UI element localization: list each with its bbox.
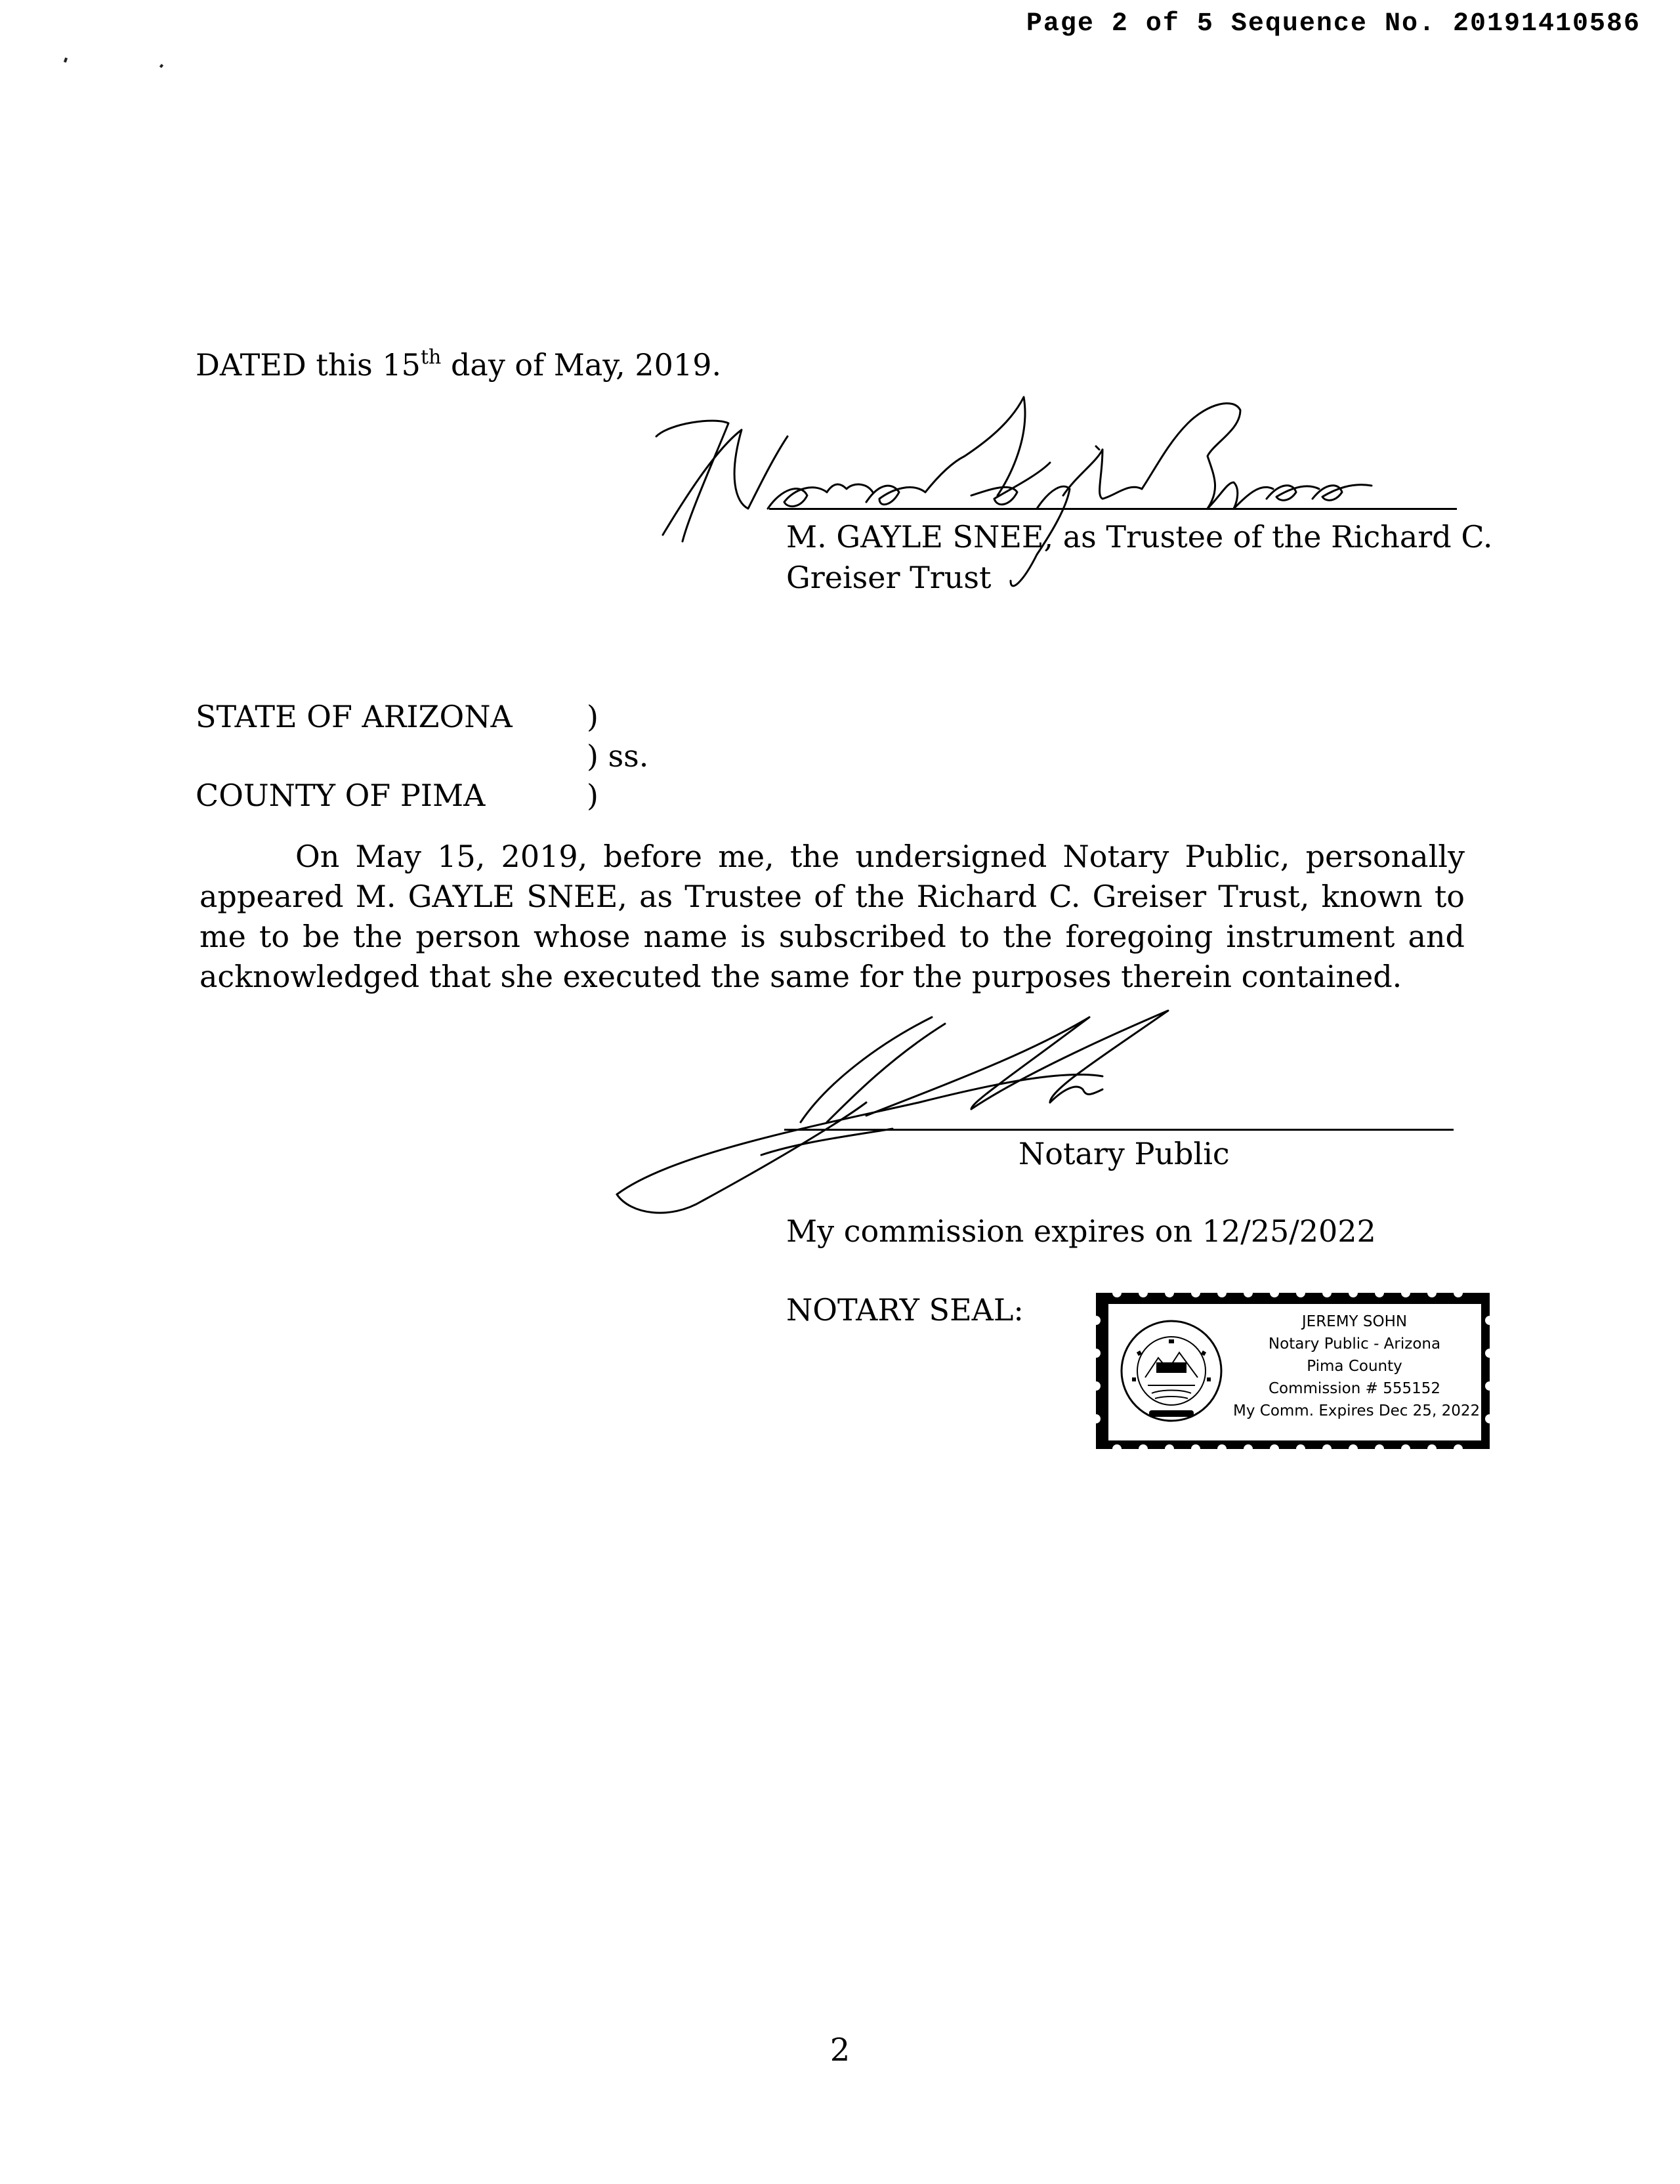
notary-signature-image	[604, 1004, 1273, 1227]
stamp-inner-panel	[1106, 1302, 1483, 1442]
acknowledgment-paragraph	[200, 837, 1465, 997]
stamp-text-block	[1233, 1311, 1480, 1422]
venue-ss: ) ss.	[587, 738, 649, 774]
stamp-line-expires: My Comm. Expires Dec 25, 2022	[1233, 1402, 1480, 1419]
trustee-signature-image	[643, 384, 1457, 607]
stamp-line-commission: Commission # 555152	[1268, 1380, 1441, 1397]
trustee-printed-name-cont: Greiser Trust	[786, 560, 992, 595]
venue-paren-bottom: )	[587, 778, 598, 813]
scan-speck	[64, 58, 68, 63]
page-sequence-header: Page 2 of 5 Sequence No. 20191410586	[1026, 9, 1641, 39]
stamp-line-name: JEREMY SOHN	[1301, 1313, 1408, 1330]
acknowledgment-text: On May 15, 2019, before me, the undersigned Notary Public, personally appeared M. GAYLE SNEE, as Trustee of the Richard C. Greiser Trust, known to me to be the person whose name is subscribed to the foregoing instrument and acknowledged that she executed the same for the purposes therein contained.	[200, 839, 1465, 994]
commission-expires: My commission expires on 12/25/2022	[786, 1213, 1376, 1249]
page-number: 2	[830, 2032, 850, 2068]
stamp-line-title: Notary Public - Arizona	[1268, 1335, 1441, 1353]
notary-title: Notary Public	[1018, 1136, 1230, 1171]
trustee-signature-line	[769, 508, 1457, 510]
notary-stamp	[1091, 1288, 1495, 1454]
venue-county: COUNTY OF PIMA	[196, 778, 486, 813]
stamp-line-county: Pima County	[1307, 1358, 1402, 1375]
arizona-state-seal-emblem	[1119, 1312, 1224, 1430]
venue-state: STATE OF ARIZONA	[196, 699, 513, 734]
trustee-printed-name: M. GAYLE SNEE, as Trustee of the Richard C.	[786, 519, 1493, 555]
venue-paren-top: )	[587, 699, 598, 734]
dated-line: DATED this 15th day of May, 2019.	[196, 346, 722, 383]
notary-signature-line	[784, 1129, 1454, 1131]
scan-speck	[159, 64, 163, 68]
notary-seal-label: NOTARY SEAL:	[786, 1292, 1024, 1328]
